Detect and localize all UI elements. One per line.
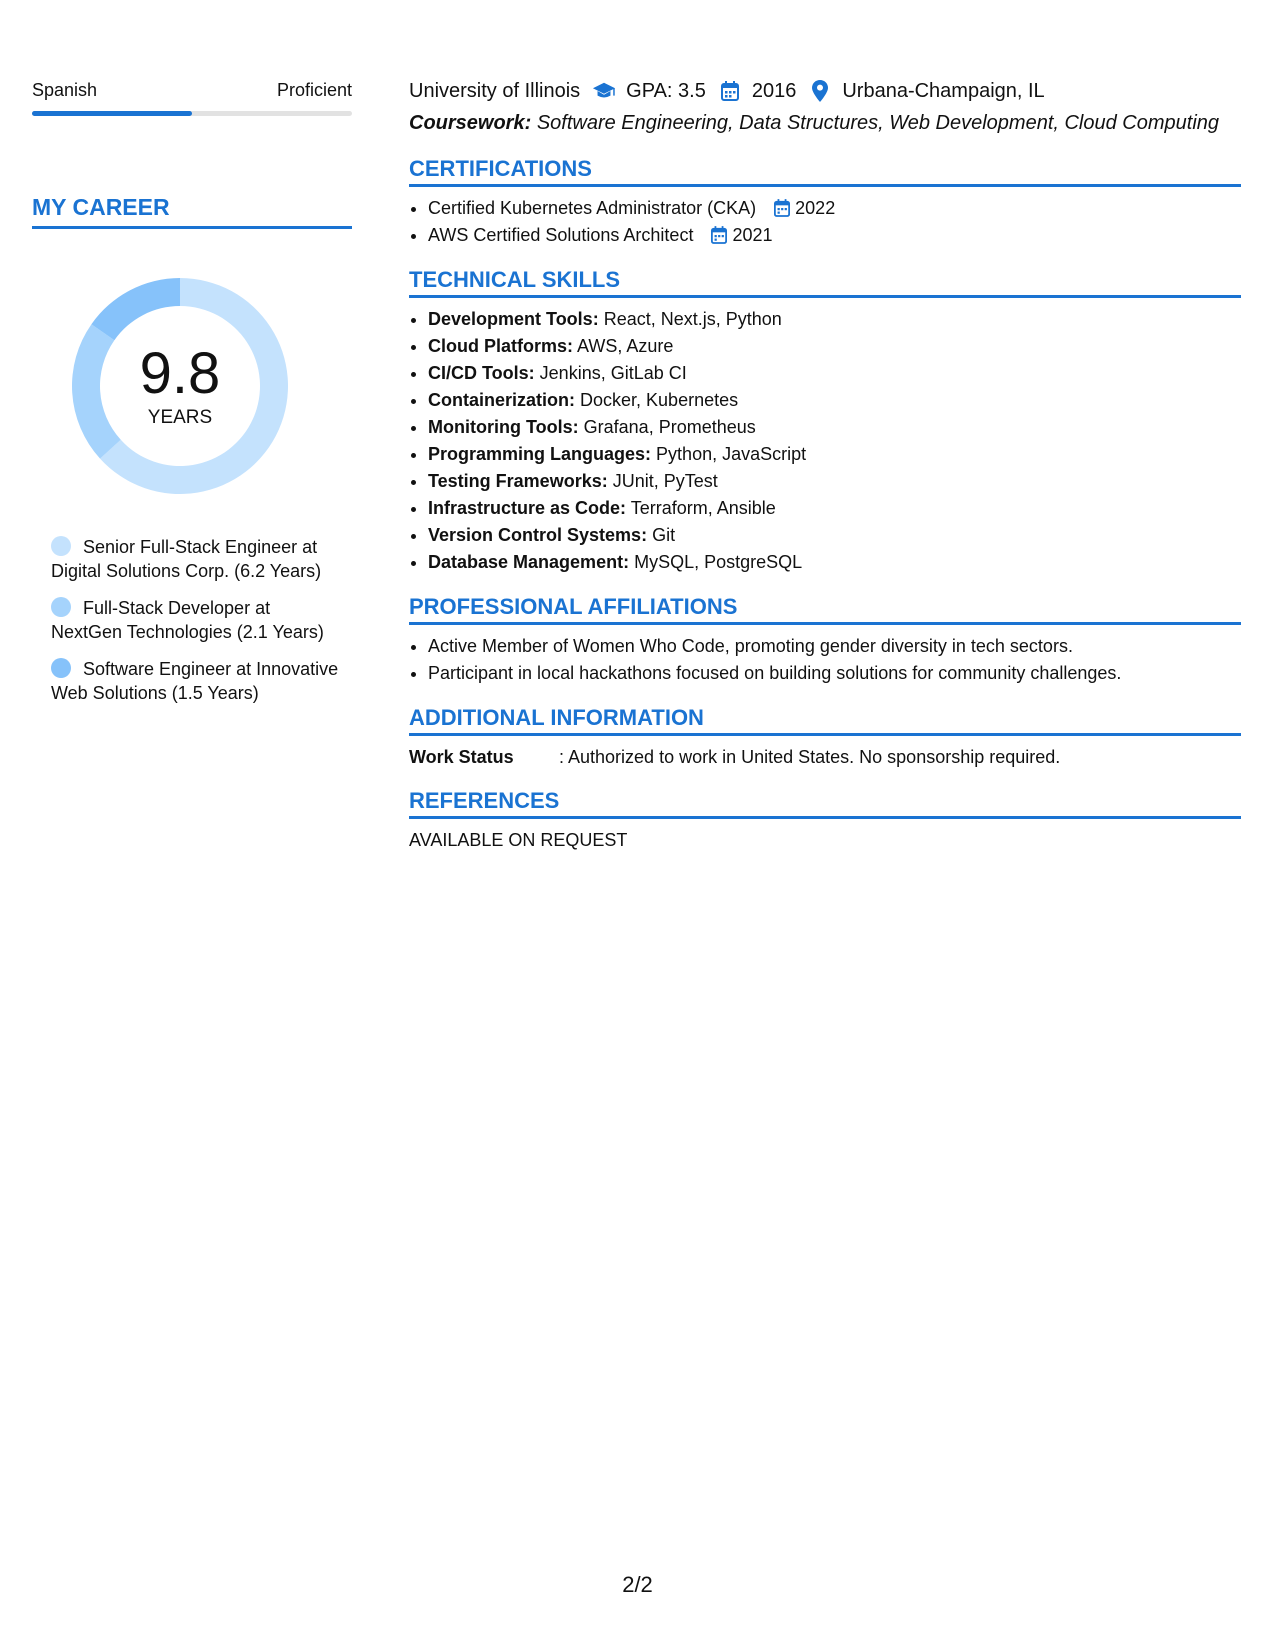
skill-item <box>428 468 1241 495</box>
right-column <box>409 76 1241 853</box>
references-heading: REFERENCES <box>409 788 1241 819</box>
legend-dot-icon <box>51 536 71 556</box>
skill-label: Containerization: <box>428 390 575 410</box>
page-number: 2/2 <box>622 1572 653 1597</box>
education-year: 2016 <box>751 80 797 102</box>
donut-center <box>65 271 295 501</box>
skill-value: JUnit, PyTest <box>612 471 718 491</box>
certifications-heading: CERTIFICATIONS <box>409 156 1241 187</box>
skill-label: Cloud Platforms: <box>428 336 574 356</box>
affiliation-item: • Active Member of Women Who Code, promoting gender diversity in tech sectors. <box>428 633 1241 660</box>
technical-skills-heading: TECHNICAL SKILLS <box>409 267 1241 298</box>
skill-label: Version Control Systems: <box>428 525 648 545</box>
career-legend-label: Full-Stack Developer at NextGen Technologies (2.1 Years) <box>51 598 324 642</box>
skill-label: CI/CD Tools: <box>428 363 535 383</box>
career-heading: MY CAREER <box>32 194 352 229</box>
career-legend-label: Software Engineer at Innovative Web Solutions (1.5 Years) <box>51 659 339 703</box>
career-total-years: 9.8 <box>139 341 221 406</box>
skill-item <box>428 306 1241 333</box>
skill-value: MySQL, PostgreSQL <box>634 552 803 572</box>
coursework-list: Software Engineering, Data Structures, Web Development, Cloud Computing <box>536 112 1220 134</box>
career-legend <box>32 535 341 705</box>
skill-value: AWS, Azure <box>577 336 674 356</box>
legend-dot-icon <box>51 597 71 617</box>
skill-value: Jenkins, GitLab CI <box>539 363 687 383</box>
education-school: University of Illinois <box>409 80 581 102</box>
map-pin-icon <box>808 79 832 103</box>
skill-label: Monitoring Tools: <box>428 417 579 437</box>
skill-item <box>428 522 1241 549</box>
career-total-unit: YEARS <box>147 407 213 428</box>
skill-value: Git <box>652 525 676 545</box>
language-name: Spanish <box>32 80 98 100</box>
skill-value: Python, JavaScript <box>656 444 807 464</box>
technical-skills-list <box>409 306 1241 576</box>
career-legend-label: Senior Full-Stack Engineer at Digital Solutions Corp. (6.2 Years) <box>51 537 322 581</box>
skill-label: Programming Languages: <box>428 444 652 464</box>
certification-year: 2021 <box>732 225 773 245</box>
education-line <box>409 76 1241 106</box>
skill-label: Infrastructure as Code: <box>428 498 627 518</box>
skill-value: React, Next.js, Python <box>603 309 782 329</box>
skill-item <box>428 360 1241 387</box>
references-text: AVAILABLE ON REQUEST <box>409 830 628 850</box>
left-column <box>32 80 352 718</box>
skill-label: Development Tools: <box>428 309 599 329</box>
affiliation-item: • Participant in local hackathons focused on building solutions for community challenges. <box>428 660 1241 687</box>
education-gpa: GPA: 3.5 <box>626 80 706 102</box>
calendar-icon <box>774 198 792 216</box>
language-level-fill <box>32 111 192 116</box>
language-level-bar <box>32 111 352 116</box>
affiliations-heading: PROFESSIONAL AFFILIATIONS <box>409 594 1241 625</box>
certification-item <box>428 222 1241 249</box>
work-status-value: : Authorized to work in United States. No sponsorship required. <box>559 747 1061 767</box>
additional-info-heading: ADDITIONAL INFORMATION <box>409 705 1241 736</box>
skill-value: Docker, Kubernetes <box>580 390 739 410</box>
calendar-icon <box>718 79 742 103</box>
certification-name: AWS Certified Solutions Architect <box>428 225 694 245</box>
skill-value: Grafana, Prometheus <box>583 417 756 437</box>
education-location: Urbana-Champaign, IL <box>842 80 1045 102</box>
certification-name: Certified Kubernetes Administrator (CKA) <box>428 198 757 218</box>
work-status-row <box>409 744 1241 770</box>
coursework-label: Coursework: <box>409 112 532 134</box>
skill-item <box>428 495 1241 522</box>
skill-item <box>428 549 1241 576</box>
coursework-line <box>409 108 1241 138</box>
skill-item <box>428 441 1241 468</box>
work-status-label: Work Status <box>409 747 514 767</box>
skill-item <box>428 387 1241 414</box>
career-legend-item <box>51 596 341 644</box>
skill-item <box>428 333 1241 360</box>
certification-year: 2022 <box>795 198 836 218</box>
language-level: Proficient <box>276 80 352 100</box>
skill-value: Terraform, Ansible <box>630 498 776 518</box>
career-donut-chart <box>65 271 295 501</box>
legend-dot-icon <box>51 658 71 678</box>
language-row <box>32 80 352 101</box>
certifications-list <box>409 195 1241 249</box>
skill-label: Testing Frameworks: <box>428 471 608 491</box>
skill-item <box>428 414 1241 441</box>
calendar-icon <box>711 225 729 243</box>
career-legend-item <box>51 535 341 583</box>
skill-label: Database Management: <box>428 552 630 572</box>
certification-item <box>428 195 1241 222</box>
affiliations-list <box>409 633 1241 687</box>
graduation-cap-icon <box>592 79 616 103</box>
career-legend-item <box>51 657 341 705</box>
